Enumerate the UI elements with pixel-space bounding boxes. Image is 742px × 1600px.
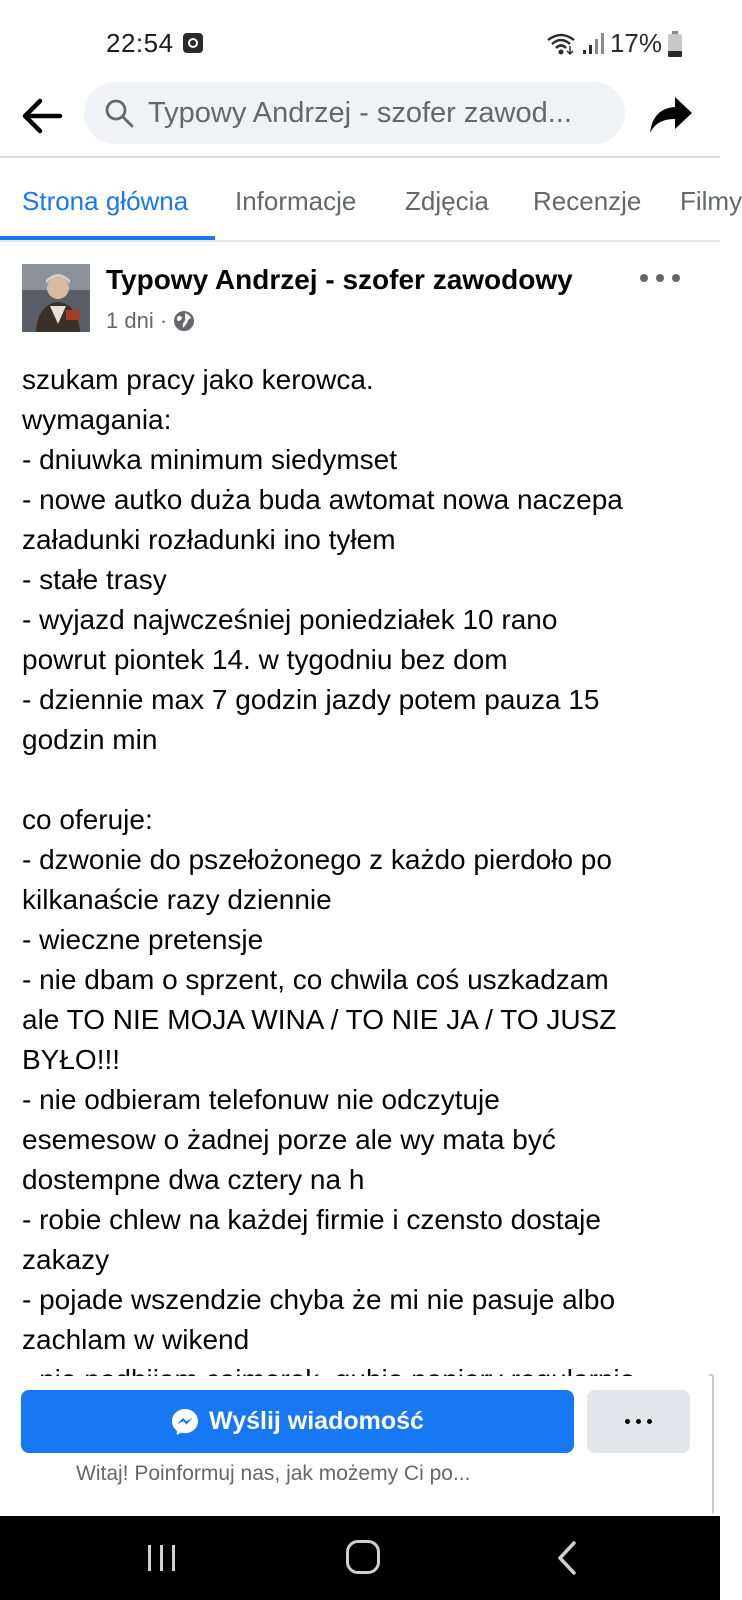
post-body [22, 360, 702, 1374]
action-panel [0, 1376, 712, 1516]
dot-icon [636, 1419, 641, 1424]
send-message-label: Wyślij wiadomość [209, 1407, 424, 1435]
post-line: załadunki rozładunki ino tyłem [22, 524, 396, 555]
post-line: zakazy [22, 1244, 110, 1275]
search-text: Typowy Andrzej - szofer zawod... [148, 96, 572, 129]
back-nav-icon[interactable] [552, 1540, 582, 1576]
dot-icon [640, 274, 648, 282]
post-line: co oferuje: [22, 804, 153, 835]
battery-percent: 17% [609, 28, 662, 58]
dot-icon [625, 1419, 630, 1424]
post-line: godzin min [22, 724, 158, 755]
post-line: zachlam w wikend [22, 1324, 250, 1355]
post-line: - nowe autko duża buda awtomat nowa naczepa [22, 484, 623, 515]
post-author[interactable]: Typowy Andrzej - szofer zawodowy [106, 264, 573, 295]
status-indicators [546, 28, 682, 59]
clock-icon [183, 33, 203, 53]
search-icon [104, 98, 134, 128]
arrow-left-icon [22, 98, 62, 134]
system-nav-bar [0, 1516, 720, 1600]
tab-info[interactable]: Informacje [235, 186, 357, 216]
tab-home[interactable]: Strona główna [22, 186, 189, 216]
post-meta [106, 308, 195, 334]
post-line: BYŁO!!! [22, 1044, 121, 1075]
post-line: esemesow o żadnej porze ale wy mata być [22, 1124, 556, 1155]
page-tabs [0, 160, 742, 242]
post-line: szukam pracy jako kerowca. [22, 364, 374, 395]
battery-icon [668, 31, 682, 57]
dot-icon [672, 274, 680, 282]
greeting-text: Witaj! Poinformuj nas, jak możemy Ci po... [76, 1462, 471, 1485]
top-bar [0, 80, 720, 158]
post-line: ale TO NIE MOJA WINA / TO NIE JA / TO JUSZ [22, 1004, 617, 1035]
home-icon[interactable] [346, 1540, 380, 1574]
search-box[interactable] [84, 82, 625, 144]
post-line: kilkanaście razy dziennie [22, 884, 332, 915]
post-line: - wyjazd najwcześniej poniedziałek 10 rano [22, 604, 558, 635]
more-actions-button[interactable] [587, 1390, 690, 1453]
tab-photos[interactable]: Zdjęcia [405, 186, 489, 216]
post-line: dostempne dwa cztery na h [22, 1164, 365, 1195]
globe-icon [173, 310, 195, 332]
post-line: - stałe trasy [22, 564, 167, 595]
post-line: - nie odbieram telefonuw nie odczytuje [22, 1084, 500, 1115]
post-line: - dzwonie do pszełożonego z każdo pierdoło po [22, 844, 612, 875]
messenger-icon [171, 1408, 199, 1436]
post-line: - pojade wszendzie chyba że mi nie pasuje albo [22, 1284, 616, 1315]
dot-icon [647, 1419, 652, 1424]
tab-videos[interactable]: Filmy [680, 186, 742, 216]
post-line: - wieczne pretensje [22, 924, 264, 955]
post-time: 1 dni · [106, 308, 168, 333]
tab-reviews[interactable]: Recenzje [533, 186, 642, 216]
post-line: - dniuwka minimum siedymset [22, 444, 397, 475]
avatar[interactable] [22, 264, 90, 332]
post-line: powrut piontek 14. w tygodniu bez dom [22, 644, 508, 675]
back-button[interactable] [18, 92, 66, 140]
post-line: - robie chlew na każdej firmie i czensto dostaje [22, 1204, 601, 1235]
recent-apps-icon[interactable] [146, 1542, 178, 1574]
wifi-icon [546, 32, 576, 56]
dot-icon [656, 274, 664, 282]
post-line: wymagania: [22, 404, 172, 435]
status-bar [0, 0, 720, 88]
send-message-button[interactable] [21, 1390, 574, 1453]
share-button[interactable] [644, 88, 698, 142]
post-line: - nie dbam o sprzent, co chwila coś uszkadzam [22, 964, 609, 995]
share-icon [649, 95, 693, 135]
post-options-button[interactable] [640, 268, 680, 288]
signal-icon [582, 32, 604, 56]
status-time: 22:54 [106, 28, 174, 58]
post-line: - dziennie max 7 godzin jazdy potem pauza 15 [22, 684, 600, 715]
active-tab-indicator [0, 236, 215, 240]
post-line [22, 760, 702, 800]
